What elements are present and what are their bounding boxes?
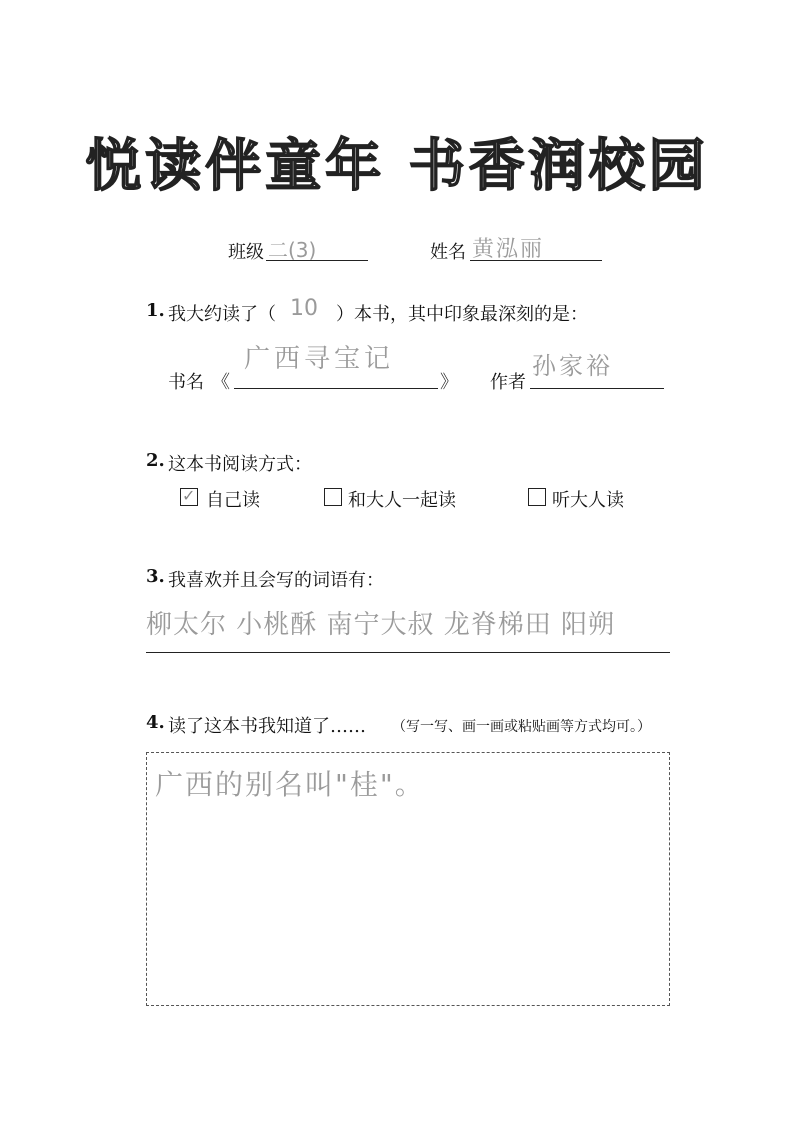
- q4-answer: 广西的别名叫"桂"。: [155, 768, 425, 801]
- q3-line: [146, 652, 670, 653]
- q1-number: 1.: [146, 300, 165, 321]
- q1-text-after: ）本书，其中印象最深刻的是：: [336, 304, 588, 325]
- author-label: 作者: [490, 372, 526, 393]
- open-quote: 《: [212, 372, 230, 393]
- option-with-adult-label: 和大人一起读: [348, 490, 456, 511]
- page-title: 悦读伴童年 书香润校园: [85, 134, 709, 199]
- q4-text: 读了这本书我知道了……: [168, 716, 366, 737]
- book-value: 广西寻宝记: [244, 344, 395, 374]
- option-with-adult-checkbox[interactable]: [324, 488, 342, 506]
- name-label: 姓名: [430, 242, 466, 263]
- option-self-label: 自己读: [206, 490, 260, 511]
- q4-number: 4.: [146, 712, 165, 733]
- option-listen-label: 听大人读: [552, 490, 624, 511]
- option-listen-checkbox[interactable]: [528, 488, 546, 506]
- q3-answer: 柳太尔 小桃酥 南宁大叔 龙脊梯田 阳朔: [146, 610, 616, 640]
- name-line: [470, 260, 602, 261]
- class-label: 班级: [228, 242, 264, 263]
- q3-number: 3.: [146, 566, 165, 587]
- q1-count-value: 10: [290, 296, 318, 321]
- q4-note: （写一写、画一画或粘贴画等方式均可。）: [392, 719, 651, 735]
- author-value: 孙家裕: [532, 352, 613, 380]
- q2-text: 这本书阅读方式：: [168, 454, 312, 475]
- option-self-checkbox[interactable]: [180, 488, 198, 506]
- close-quote: 》: [440, 372, 458, 393]
- check-mark-icon: ✓: [182, 486, 196, 505]
- author-line: [530, 388, 664, 389]
- q3-text: 我喜欢并且会写的词语有：: [168, 570, 384, 591]
- class-line: [266, 260, 368, 261]
- q2-number: 2.: [146, 450, 165, 471]
- q4-answer-box[interactable]: [146, 752, 670, 1006]
- class-value: 二(3): [268, 238, 317, 262]
- book-label: 书名: [168, 372, 204, 393]
- name-value: 黄泓丽: [472, 237, 545, 262]
- book-line: [234, 388, 438, 389]
- q1-text-before: 我大约读了（: [168, 304, 276, 325]
